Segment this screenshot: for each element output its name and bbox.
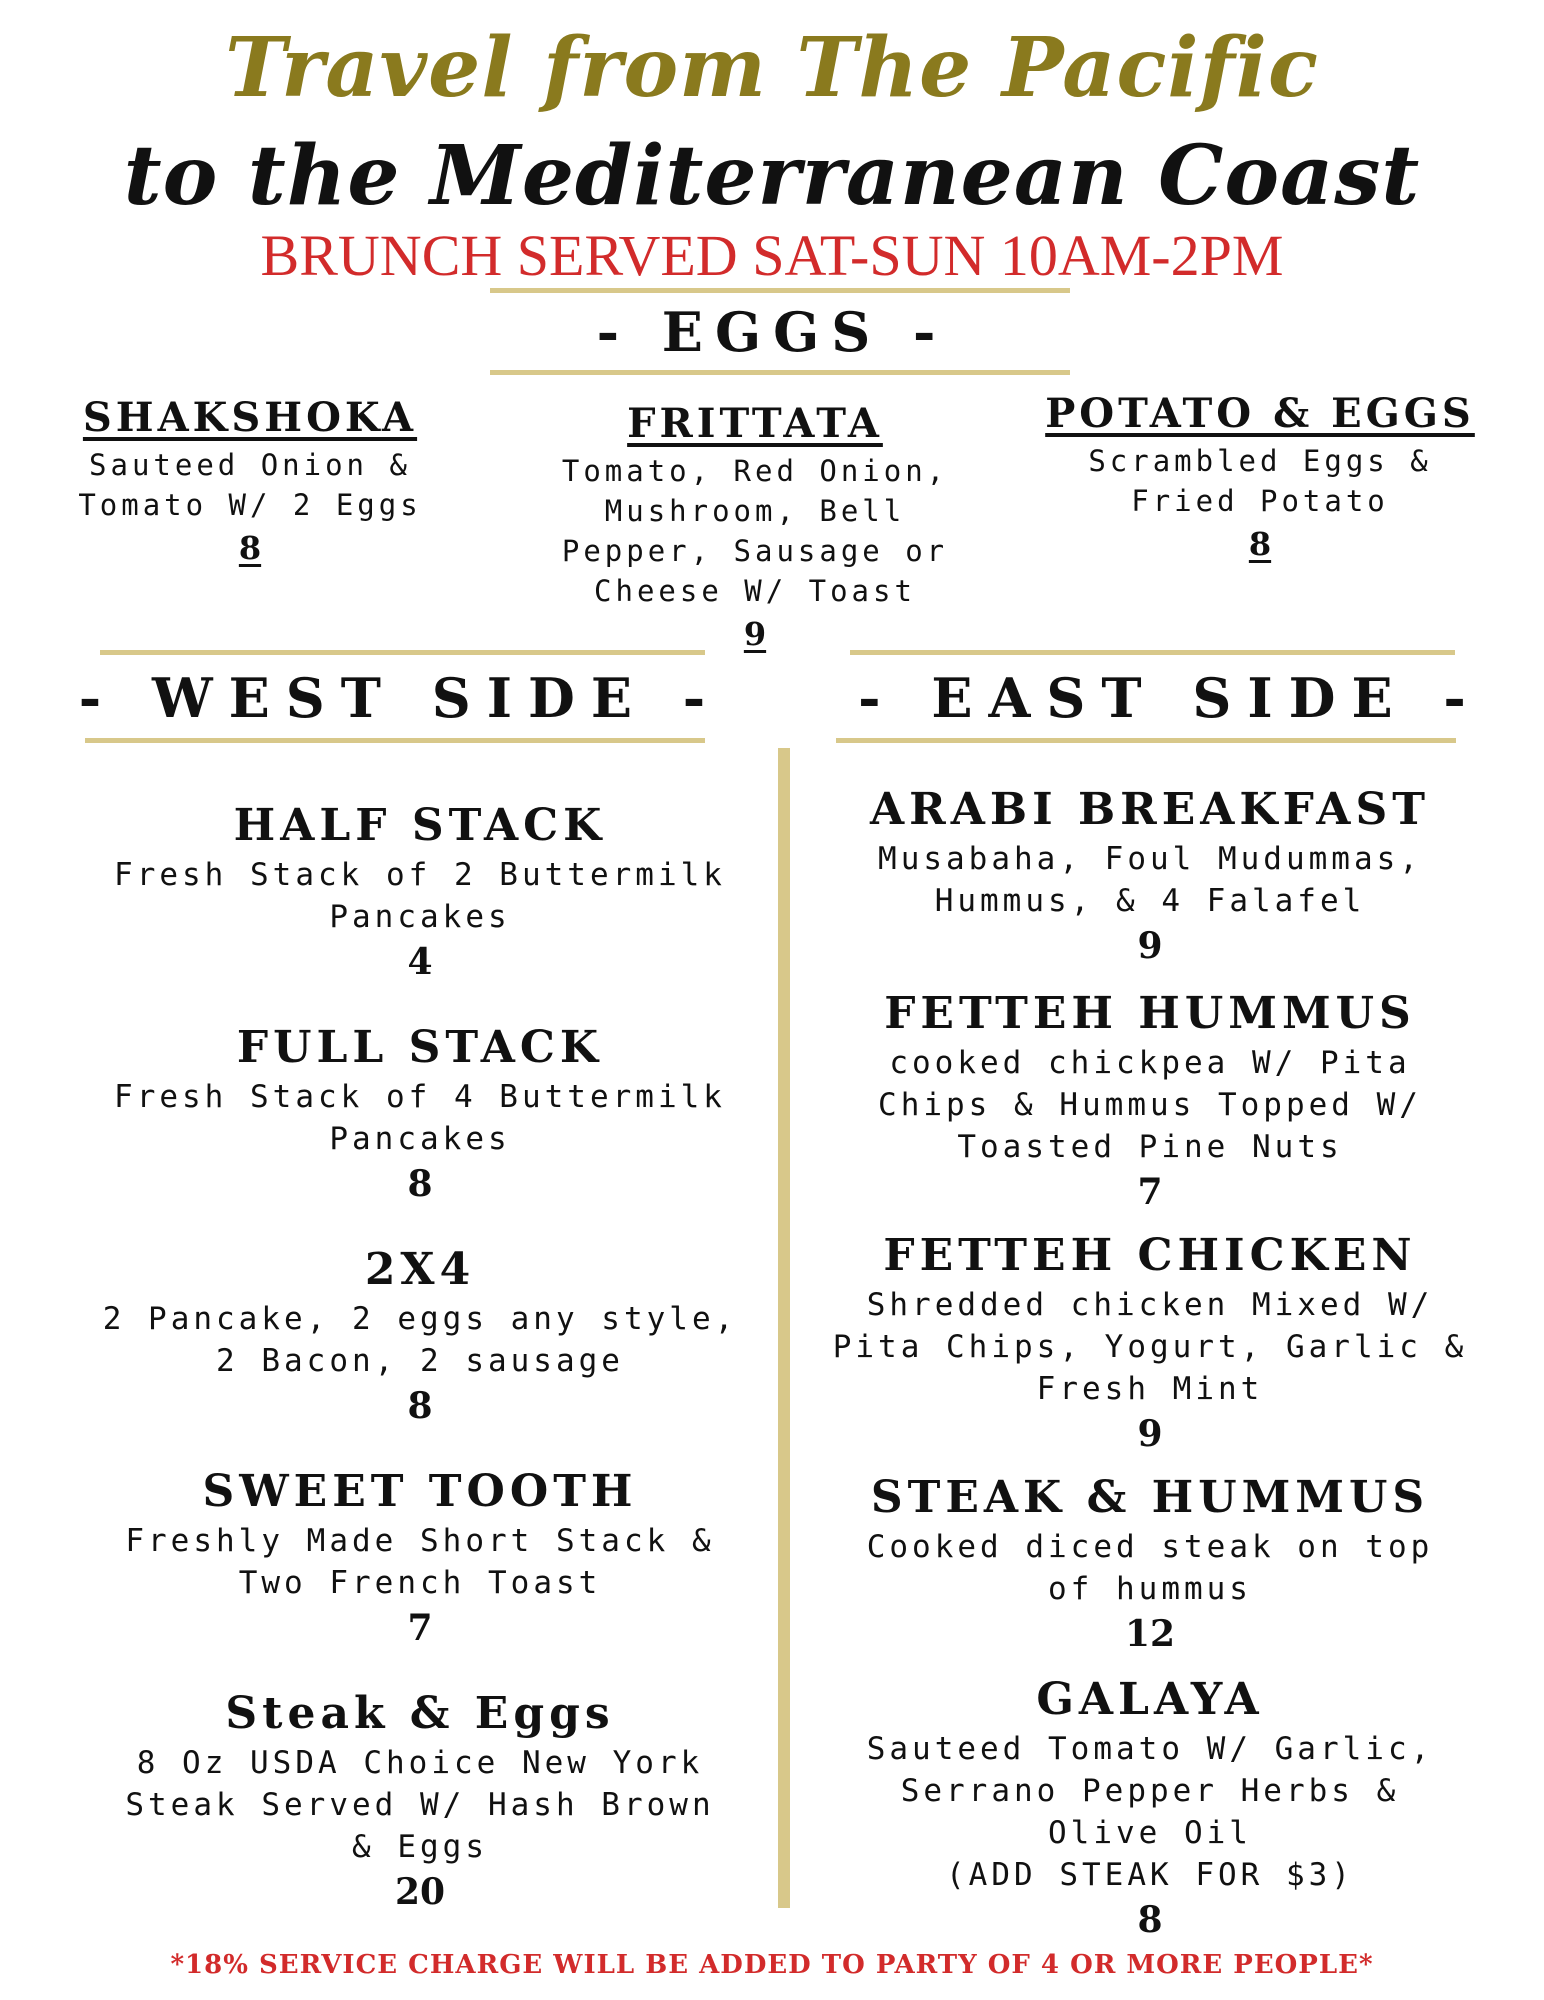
- brunch-hours: BRUNCH SERVED SAT-SUN 10AM-2PM: [260, 223, 1284, 288]
- east-top-divider: [850, 650, 1455, 655]
- west-bottom-divider: [85, 738, 705, 743]
- service-charge-note: *18% SERVICE CHARGE WILL BE ADDED TO PARTY OF 4 OR MORE PEOPLE*: [170, 1950, 1374, 1980]
- item-price: 4: [407, 941, 433, 983]
- item-desc: Fresh Stack of 4 Buttermilk Pancakes: [114, 1079, 726, 1157]
- item-name: 2X4: [364, 1244, 476, 1295]
- east-heading: - EAST SIDE -: [858, 666, 1482, 730]
- item-desc: cooked chickpea W/ Pita Chips & Hummus Topped W/ Toasted Pine Nuts: [878, 1045, 1422, 1165]
- egg-item-shakshoka: [50, 394, 450, 567]
- eggs-heading: - EGGS -: [596, 300, 948, 364]
- item-name: STEAK & HUMMUS: [870, 1472, 1430, 1523]
- east-item-steak-hummus: [810, 1470, 1490, 1658]
- west-item-2x4: [60, 1242, 780, 1430]
- eggs-bottom-divider: [490, 370, 1070, 375]
- title-line-1: Travel from The Pacific: [225, 20, 1319, 116]
- item-price: 7: [1137, 1171, 1163, 1213]
- east-item-arabi-breakfast: [810, 782, 1490, 970]
- item-price: 8: [1137, 1899, 1163, 1941]
- item-price: 12: [1124, 1613, 1176, 1655]
- egg-item-frittata: [555, 400, 955, 653]
- item-price: 8: [1248, 525, 1272, 563]
- item-name: FULL STACK: [236, 1022, 604, 1073]
- item-desc: Fresh Stack of 2 Buttermilk Pancakes: [114, 857, 726, 935]
- east-bottom-divider: [836, 738, 1456, 743]
- title-line-2: to the Mediterranean Coast: [123, 128, 1421, 224]
- item-desc: Tomato, Red Onion, Mushroom, Bell Pepper, Sausage or Cheese W/ Toast: [561, 454, 949, 608]
- west-item-half-stack: [60, 798, 780, 986]
- item-name: HALF STACK: [233, 800, 607, 851]
- item-price: 7: [407, 1607, 433, 1649]
- item-price: 8: [238, 529, 262, 567]
- item-name: FETTEH CHICKEN: [883, 1230, 1417, 1281]
- item-price: 9: [1137, 1413, 1163, 1455]
- west-top-divider: [100, 650, 705, 655]
- item-desc: Freshly Made Short Stack & Two French Toast: [125, 1523, 715, 1601]
- item-name: FETTEH HUMMUS: [884, 988, 1416, 1039]
- item-desc: Shredded chicken Mixed W/ Pita Chips, Yogurt, Garlic & Fresh Mint: [832, 1287, 1468, 1407]
- item-name: Steak & Eggs: [225, 1688, 615, 1739]
- east-item-fetteh-chicken: [810, 1228, 1490, 1458]
- item-price: 9: [1137, 925, 1163, 967]
- item-name: FRITTATA: [627, 400, 883, 447]
- item-price: 9: [743, 615, 767, 653]
- item-desc: Sauteed Onion & Tomato W/ 2 Eggs: [78, 448, 422, 522]
- item-name: SWEET TOOTH: [202, 1466, 638, 1517]
- item-name: GALAYA: [1036, 1674, 1264, 1725]
- west-heading: - WEST SIDE -: [78, 666, 722, 730]
- west-item-full-stack: [60, 1020, 780, 1208]
- item-name: SHAKSHOKA: [82, 394, 418, 441]
- egg-item-potato-eggs: [1030, 390, 1490, 563]
- item-desc: Scrambled Eggs & Fried Potato: [1088, 444, 1432, 518]
- item-desc: Cooked diced steak on top of hummus: [866, 1529, 1434, 1607]
- item-name: ARABI BREAKFAST: [870, 784, 1430, 835]
- item-price: 8: [407, 1385, 433, 1427]
- item-desc: Musabaha, Foul Mudummas, Hummus, & 4 Falafel: [878, 841, 1422, 919]
- item-desc: Sauteed Tomato W/ Garlic, Serrano Pepper Herbs & Olive Oil (ADD STEAK FOR $3): [866, 1731, 1434, 1893]
- item-price: 8: [407, 1163, 433, 1205]
- east-item-galaya: [810, 1672, 1490, 1944]
- eggs-top-divider: [490, 288, 1070, 293]
- item-name: POTATO & EGGS: [1045, 390, 1475, 437]
- west-item-steak-eggs: [60, 1686, 780, 1916]
- west-item-sweet-tooth: [60, 1464, 780, 1652]
- east-item-fetteh-hummus: [810, 986, 1490, 1216]
- item-desc: 8 Oz USDA Choice New York Steak Served W/ Hash Brown & Eggs: [125, 1745, 715, 1865]
- item-desc: 2 Pancake, 2 eggs any style, 2 Bacon, 2 sausage: [102, 1301, 738, 1379]
- item-price: 20: [394, 1871, 446, 1913]
